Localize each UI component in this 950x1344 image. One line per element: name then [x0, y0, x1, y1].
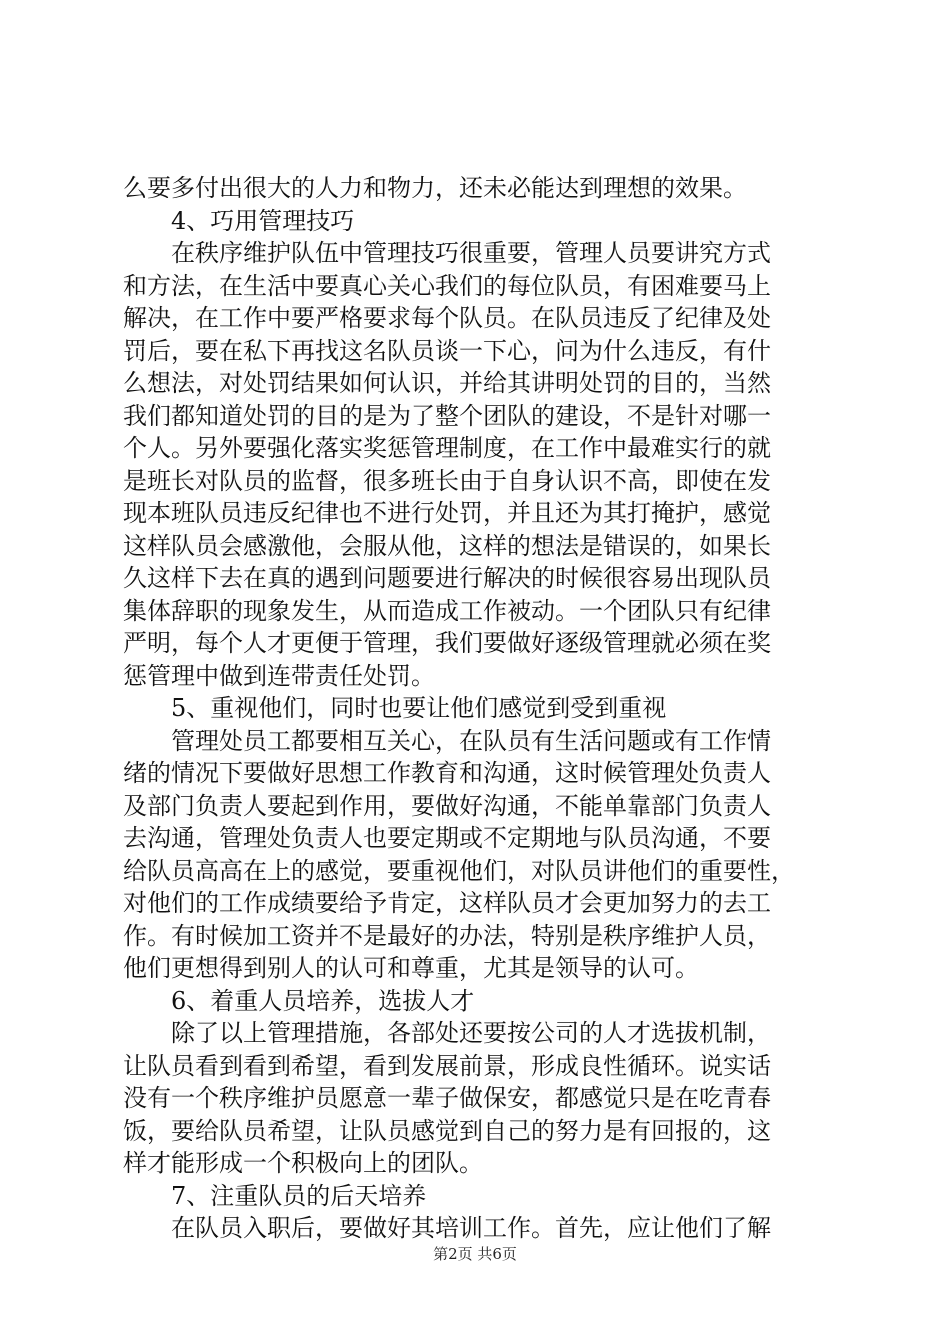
- text-line: 让队员看到看到希望，看到发展前景，形成良性循环。说实话: [123, 1051, 771, 1080]
- text-line: 及部门负责人要起到作用，要做好沟通，不能单靠部门负责人: [123, 791, 771, 820]
- page-number-footer: 第2页 共6页: [433, 1245, 517, 1263]
- text-line: 没有一个秩序维护员愿意一辈子做保安，都感觉只是在吃青春: [123, 1084, 771, 1112]
- section-heading: 5、重视他们，同时也要让他们感觉到受到重视: [171, 694, 667, 722]
- text-line: 这样队员会感激他，会服从他，这样的想法是错误的，如果长: [123, 531, 771, 560]
- section-heading: 7、注重队员的后天培养: [171, 1181, 427, 1210]
- paragraph-first-line: 在秩序维护队伍中管理技巧很重要，管理人员要讲究方式: [171, 239, 771, 267]
- paragraph-first-line: 在队员入职后，要做好其培训工作。首先，应让他们了解: [171, 1214, 771, 1242]
- text-line: 给队员高高在上的感觉，要重视他们，对队员讲他们的重要性，: [123, 856, 795, 885]
- section-heading: 6、着重人员培养，选拔人才: [171, 986, 475, 1015]
- text-line: 么要多付出很大的人力和物力，还未必能达到理想的效果。: [123, 174, 747, 202]
- paragraph-first-line: 除了以上管理措施，各部处还要按公司的人才选拔机制，: [171, 1019, 771, 1047]
- text-line: 作。有时候加工资并不是最好的办法，特别是秩序维护人员，: [123, 921, 771, 950]
- section-heading: 4、巧用管理技巧: [171, 206, 355, 235]
- text-line: 绪的情况下要做好思想工作教育和沟通，这时候管理处负责人: [123, 759, 771, 787]
- text-line: 去沟通，管理处负责人也要定期或不定期地与队员沟通，不要: [123, 824, 771, 852]
- text-line: 罚后，要在私下再找这名队员谈一下心，问为什么违反，有什: [123, 336, 771, 365]
- text-line: 和方法，在生活中要真心关心我们的每位队员，有困难要马上: [123, 271, 771, 300]
- text-line: 么想法，对处罚结果如何认识，并给其讲明处罚的目的，当然: [123, 369, 771, 397]
- text-line: 我们都知道处罚的目的是为了整个团队的建设，不是针对哪一: [123, 401, 771, 430]
- text-line: 集体辞职的现象发生，从而造成工作被动。一个团队只有纪律: [123, 596, 771, 625]
- document-body: [123, 172, 843, 1245]
- text-line: 样才能形成一个积极向上的团队。: [123, 1149, 483, 1177]
- text-line: 严明，每个人才更便于管理，我们要做好逐级管理就必须在奖: [123, 629, 771, 657]
- text-line: 饭，要给队员希望，让队员感觉到自己的努力是有回报的，这: [123, 1116, 771, 1145]
- paragraph-first-line: 管理处员工都要相互关心，在队员有生活问题或有工作情: [171, 726, 771, 755]
- text-line: 他们更想得到别人的认可和尊重，尤其是领导的认可。: [123, 954, 699, 982]
- text-line: 是班长对队员的监督，很多班长由于自身认识不高，即使在发: [123, 466, 771, 495]
- text-line: 惩管理中做到连带责任处罚。: [123, 661, 435, 690]
- text-line: 解决，在工作中要严格要求每个队员。在队员违反了纪律及处: [123, 304, 771, 332]
- text-line: 久这样下去在真的遇到问题要进行解决的时候很容易出现队员: [123, 564, 771, 592]
- text-line: 对他们的工作成绩要给予肯定，这样队员才会更加努力的去工: [123, 889, 771, 917]
- text-line: 个人。另外要强化落实奖惩管理制度，在工作中最难实行的就: [123, 434, 771, 462]
- text-line: 现本班队员违反纪律也不进行处罚，并且还为其打掩护，感觉: [123, 499, 771, 527]
